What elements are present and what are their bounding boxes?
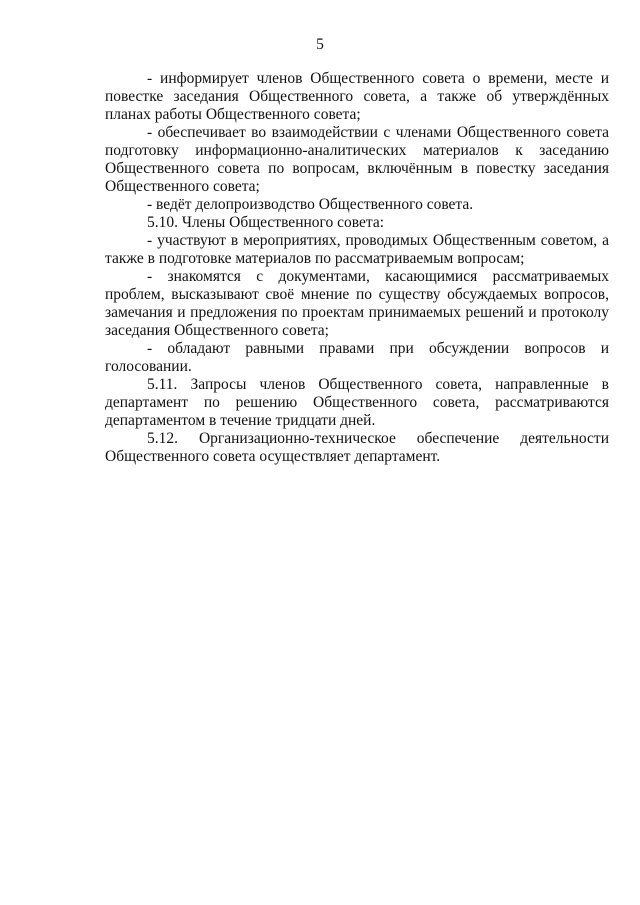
page-number: 5 — [316, 36, 324, 53]
paragraph-review-documents: - знакомятся с документами, касающимися рассматриваемых проблем, высказывают своё мнение по существу обсуждаемых вопросов, замечания и предложения по проектам принимаемых решений и протоколу заседания Общественного совета; — [105, 268, 609, 339]
paragraph-section-5-11: 5.11. Запросы членов Общественного совета, направленные в департамент по решению Общественного совета, рассматриваются департаментом в течение тридцати дней. — [105, 376, 609, 429]
paragraph-section-5-12: 5.12. Организационно-техническое обеспечение деятельности Общественного совета осуществляет департамент. — [105, 430, 609, 465]
paragraph-participate-events: - участвуют в мероприятиях, проводимых Общественным советом, а также в подготовке материалов по рассматриваемым вопросам; — [105, 232, 609, 267]
paragraph-prepare-materials: - обеспечивает во взаимодействии с членами Общественного совета подготовку информационно-аналитических материалов к заседанию Общественного совета по вопросам, включённым в повестку заседания Общественного совета; — [105, 124, 609, 195]
document-body — [105, 70, 609, 466]
paragraph-inform-members: - информирует членов Общественного совета о времени, месте и повестке заседания Общественного совета, а также об утверждённых планах работы Общественного совета; — [105, 70, 609, 123]
paragraph-section-5-10: 5.10. Члены Общественного совета: — [147, 214, 385, 231]
paragraph-records-management: - ведёт делопроизводство Общественного совета. — [147, 196, 474, 213]
paragraph-equal-rights: - обладают равными правами при обсуждении вопросов и голосовании. — [105, 340, 609, 375]
